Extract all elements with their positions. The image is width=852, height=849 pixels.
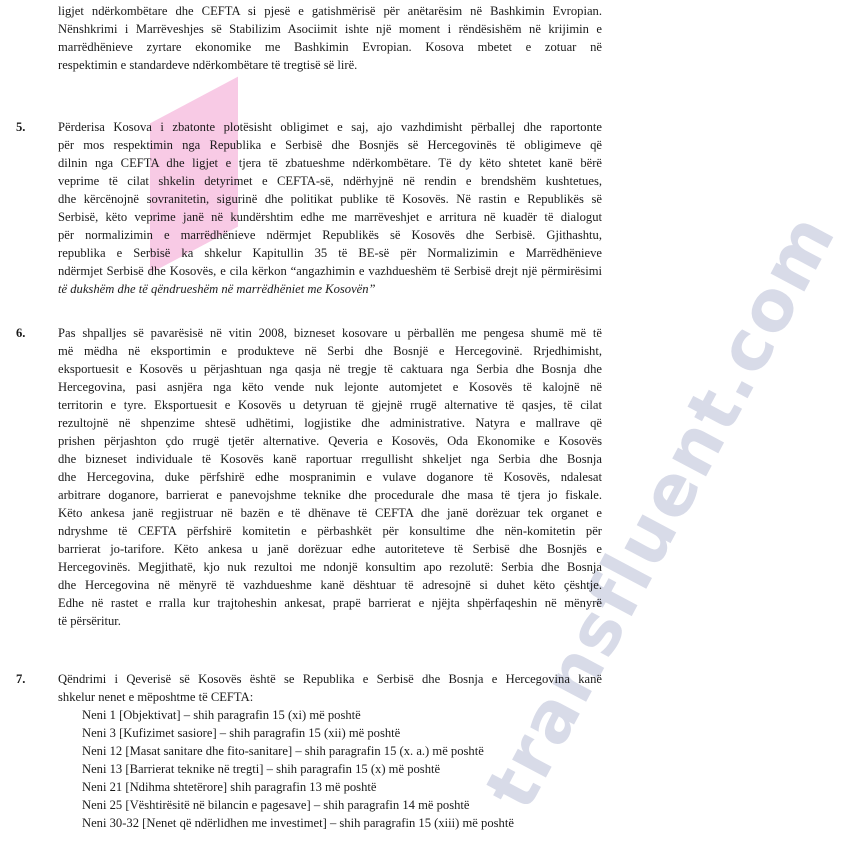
paragraph-number: 6. bbox=[16, 326, 26, 340]
paragraph-line: për mos respektimin nga Republika e Serbisë dhe Bosnjës së Hercegovinës të obligimeve që bbox=[58, 138, 602, 152]
paragraph-line: Përderisa Kosova i zbatonte plotësisht obligimet e saj, ajo vazhdimisht përballej dhe raportonte bbox=[58, 120, 602, 134]
paragraph-line: eksportuesit e Kosovës u përjashtuan nga qasja në tregje të caktuara nga Serbia dhe Bosnja dhe bbox=[58, 362, 602, 376]
article-item: Neni 25 [Vështirësitë në bilancin e pagesave] – shih paragrafin 14 më poshtë bbox=[82, 798, 470, 812]
article-item: Neni 1 [Objektivat] – shih paragrafin 15 (xi) më poshtë bbox=[82, 708, 361, 722]
article-item: Neni 13 [Barrierat teknike në tregti] – shih paragrafin 15 (x) më poshtë bbox=[82, 762, 441, 776]
paragraph-line: rezultojnë në shpenzime shtesë udhëtimi, logjistike dhe administrative. Natyra e mallrave që bbox=[58, 416, 602, 430]
article-item: Neni 30-32 [Nenet që ndërlidhen me investimet] – shih paragrafin 15 (xiii) më poshtë bbox=[82, 816, 514, 830]
paragraph-line: arbitrare doganore, barrierat e panevojshme teknike dhe procedurale dhe masa të tjera jo fiskale. bbox=[58, 488, 602, 502]
paragraph-line: më mëdha në eksportimin e produkteve në Serbi dhe Bosnjë e Hercegovinë. Rrjedhimisht, bbox=[58, 344, 602, 358]
paragraph-line: Hercegovina, pasi asnjëra nga këto vende nuk lejonte automjetet e Kosovës të kalojnë në bbox=[58, 380, 602, 394]
paragraph-line: Këto ankesa janë regjistruar në bazën e të dhënave të CEFTA dhe janë dorëzuar tek organet e bbox=[58, 506, 602, 520]
paragraph-line: Hercegovinës. Megjithatë, kjo nuk rezultoi me ndonjë konsultim apo rezolutë: Serbia dhe Bosnja bbox=[58, 560, 602, 574]
paragraph-number: 7. bbox=[16, 672, 26, 686]
paragraph-line: veprime të cilat shkelin detyrimet e CEFTA-së, ndërhyjnë në rendin e brendshëm kushtetues, bbox=[58, 174, 602, 188]
paragraph-line: Serbisë, këto veprime janë në kundërshtim edhe me marrëveshjet e arritura në kuadër të dialogut bbox=[58, 210, 602, 224]
paragraph-line: të përsëritur. bbox=[58, 614, 121, 628]
paragraph-line: Pas shpalljes së pavarësisë në vitin 2008, bizneset kosovare u përballën me pengesa shumë më të bbox=[58, 326, 602, 340]
paragraph-line: ndërmjet Serbisë dhe Kosovës, e cila kërkon “angazhimin e vazhdueshëm të Serbisë drejt një përmirësimi bbox=[58, 264, 602, 278]
paragraph-line: për normalizimin e marrëdhënieve ndërmjet Republikës së Kosovës dhe Serbisë. Gjithashtu, bbox=[58, 228, 602, 242]
paragraph-line: dilnin nga CEFTA dhe ligjet e tjera të zbatueshme ndërkombëtare. Të dy këto shtetet kanë bërë bbox=[58, 156, 602, 170]
paragraph-line: dhe kërcënojnë sovranitetin, sigurinë dhe politikat publike të Kosovës. Në rastin e Republikës së bbox=[58, 192, 602, 206]
paragraph-line: Edhe në rastet e rralla kur trajtoheshin ankesat, prapë barrierat e njëjta shpërfaqeshin në mënyrë bbox=[58, 596, 602, 610]
paragraph-line: ligjet ndërkombëtare dhe CEFTA si pjesë e gatishmërisë për anëtarësim në Bashkimin Evropian. bbox=[58, 4, 602, 18]
article-item: Neni 21 [Ndihma shtetërore] shih paragrafin 13 më poshtë bbox=[82, 780, 377, 794]
paragraph-line: marrëdhënieve zyrtare ekonomike me Bashkimin Evropian. Kosova mbetet e zotuar në bbox=[58, 40, 602, 54]
paragraph-line: dhe Hercegovina në mënyrë të vazhdueshme kanë dështuar të adresojnë si duhet këto çështje. bbox=[58, 578, 602, 592]
paragraph-line: dhe bizneset individuale të Kosovës kanë raportuar rregullisht shkeljet nga Serbia dhe Bosnja bbox=[58, 452, 602, 466]
paragraph-line: barrierat jo-tarifore. Këto ankesa u janë dorëzuar edhe autoriteteve të Serbisë dhe Bosnjës e bbox=[58, 542, 602, 556]
watermark-text: transfluent.com bbox=[469, 199, 852, 823]
paragraph-line-quote: të dukshëm dhe të qëndrueshëm në marrëdhëniet me Kosovën” bbox=[58, 282, 376, 296]
paragraph-line: respektimin e standardeve ndërkombëtare të tregtisë së lirë. bbox=[58, 58, 358, 72]
paragraph-line: shkelur nenet e mëposhtme të CEFTA: bbox=[58, 690, 254, 704]
paragraph-line: territorin e tyre. Eksportuesit e Kosovës u detyruan të gjejnë rrugë alternative të qasjes, të cilat bbox=[58, 398, 602, 412]
paragraph-line: ndryshme të CEFTA përfshirë komitetin e përbashkët për konsultime dhe nën-komitetin për bbox=[58, 524, 602, 538]
paragraph-number: 5. bbox=[16, 120, 26, 134]
paragraph-line: Nënshkrimi i Marrëveshjes së Stabilizim Asociimit ishte një moment i rëndësishëm në krijimin e bbox=[58, 22, 602, 36]
article-item: Neni 12 [Masat sanitare dhe fito-sanitare] – shih paragrafin 15 (x. a.) më poshtë bbox=[82, 744, 484, 758]
paragraph-line: Qëndrimi i Qeverisë së Kosovës është se Republika e Serbisë dhe Bosnja e Hercegovina kanë bbox=[58, 672, 602, 686]
paragraph-line: prishen përjashton çdo rrugë tjetër alternative. Qeveria e Kosovës, Oda Ekonomike e Kosovës bbox=[58, 434, 602, 448]
paragraph-line: dhe Hercegovina, duke përfshirë edhe mospranimin e vulave doganore të Kosovës, ndalesat bbox=[58, 470, 602, 484]
paragraph-line: republika e Serbisë ka shkelur Kapitullin 35 të BE-së për Normalizimin e Marrëdhënieve bbox=[58, 246, 602, 260]
article-item: Neni 3 [Kufizimet sasiore] – shih paragrafin 15 (xii) më poshtë bbox=[82, 726, 401, 740]
